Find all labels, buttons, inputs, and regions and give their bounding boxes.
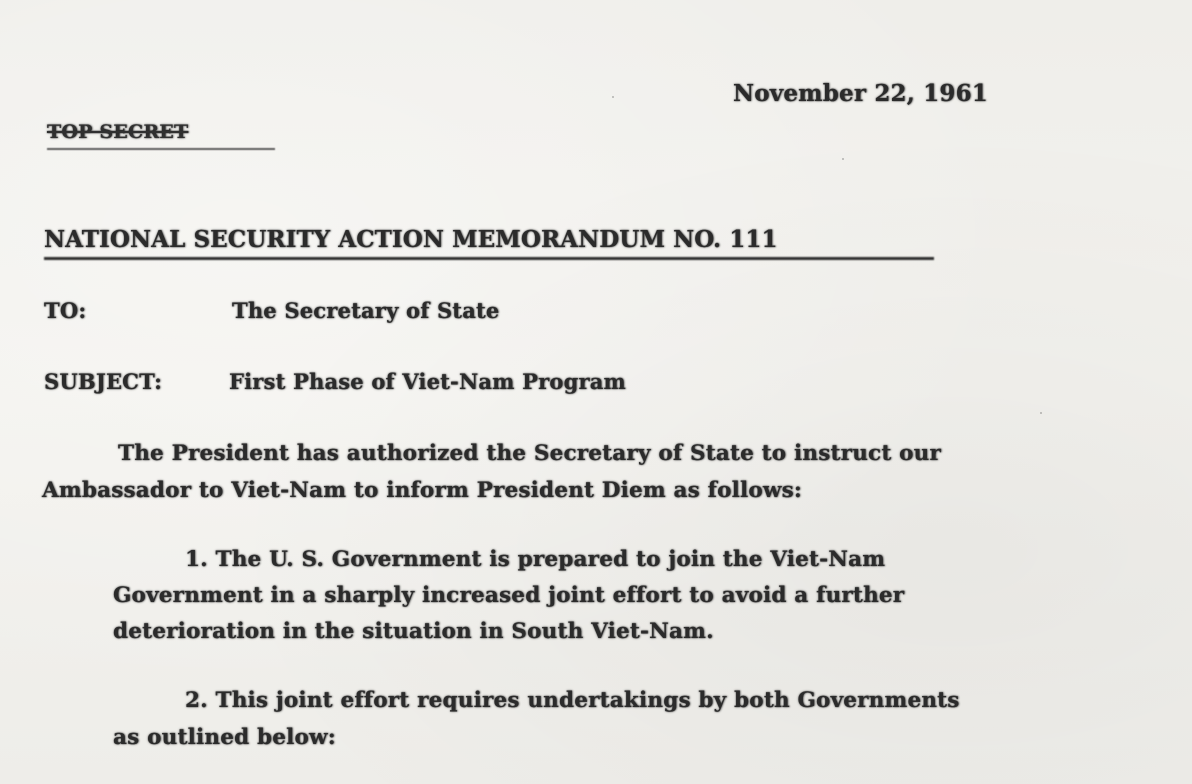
- memo-title-underline: [44, 257, 934, 260]
- paper-speck: [612, 96, 614, 98]
- paper-speck: [1040, 412, 1042, 414]
- memo-title: NATIONAL SECURITY ACTION MEMORANDUM NO. 111: [44, 226, 778, 253]
- to-label: TO:: [44, 298, 87, 323]
- item-2-line: as outlined below:: [113, 725, 336, 750]
- item-1-line: deterioration in the situation in South Viet-Nam.: [113, 619, 714, 644]
- item-1-line: Government in a sharply increased joint effort to avoid a further: [113, 583, 905, 608]
- subject-label: SUBJECT:: [44, 369, 163, 394]
- item-2-line: 2. This joint effort requires undertakings by both Governments: [185, 688, 960, 713]
- classification-underline: [47, 148, 275, 150]
- intro-paragraph-line: Ambassador to Viet-Nam to inform President Diem as follows:: [42, 478, 803, 503]
- paper-speck: [842, 158, 844, 160]
- classification-marking-struck: TOP SECRET: [47, 121, 189, 143]
- to-recipient: The Secretary of State: [232, 298, 500, 323]
- intro-paragraph-line: The President has authorized the Secretary of State to instruct our: [118, 441, 942, 466]
- memo-date: November 22, 1961: [733, 80, 988, 107]
- subject-text: First Phase of Viet-Nam Program: [229, 369, 626, 394]
- item-1-line: 1. The U. S. Government is prepared to join the Viet-Nam: [185, 547, 886, 572]
